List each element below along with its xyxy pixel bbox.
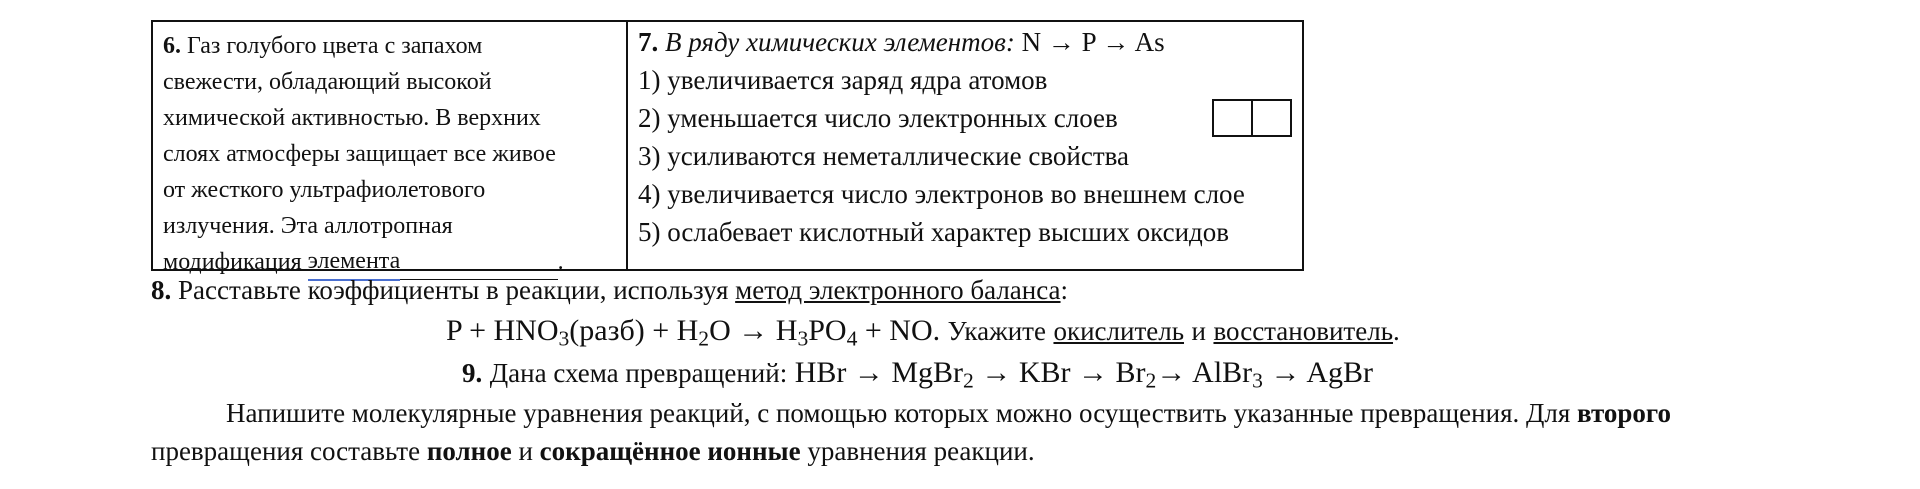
and-text: и (1191, 316, 1206, 346)
answer-box-2[interactable] (1253, 101, 1290, 135)
option-2: 2) уменьшается число электронных слоев (638, 103, 1118, 133)
question-9-scheme (462, 356, 1373, 393)
equation: $P + HNO_3(разб) + H_2O \to H_3PO_4$ + NO. (446, 314, 941, 351)
question-8-colon: : (1060, 275, 1069, 305)
option-4: 4) увеличивается число электронов во внешнем слое (638, 179, 1245, 209)
question-6-last-prefix: модификация (163, 249, 308, 275)
question-8-text (151, 275, 1068, 306)
question-8-equation-line (446, 314, 1400, 351)
instruction-paragraph-line-2 (151, 436, 1035, 467)
instruction-bold: сокращённое ионные (539, 436, 801, 466)
question-7-cell (628, 22, 1302, 269)
question-6-end-dot: . (557, 249, 564, 275)
question-6-line: химической активностью. В верхних (163, 105, 541, 131)
instruction-bold: второго (1577, 398, 1671, 428)
indicate-text: Укажите (947, 316, 1046, 346)
answer-box-1[interactable] (1214, 101, 1253, 135)
question-6-number: 6. (163, 33, 181, 59)
question-7-number: 7. (638, 27, 659, 57)
answer-blank-word: элемента (308, 243, 401, 281)
conversion-scheme: HBr → MgBr$_2$ → KBr → $Br_2\to$ AlBr$_3$ → AgBr (794, 356, 1373, 393)
question-6-line: слоях атмосферы защищает все живое (163, 141, 556, 167)
option-5: 5) ослабевает кислотный характер высших оксидов (638, 217, 1230, 247)
end-dot: . (1393, 316, 1400, 346)
reducer-text: восстановитель (1213, 316, 1394, 346)
question-6-line: свежести, обладающий высокой (163, 69, 492, 95)
instruction-text: уравнения реакции. (807, 436, 1035, 466)
method-link-text: метод электронного баланса (735, 275, 1061, 305)
question-9-text: Дана схема превращений: (489, 358, 788, 388)
question-7-intro: В ряду химических элементов: (665, 27, 1015, 57)
option-1: 1) увеличивается заряд ядра атомов (638, 65, 1048, 95)
instruction-text: и (518, 436, 533, 466)
element-series: N → P → As (1021, 27, 1165, 57)
option-3: 3) усиливаются неметаллические свойства (638, 141, 1129, 171)
question-6-line: Газ голубого цвета с запахом (187, 33, 483, 59)
question-6-line: от жесткого ультрафиолетового (163, 177, 486, 203)
instruction-paragraph-line-1 (226, 398, 1671, 429)
question-6-line: излучения. Эта аллотропная (163, 213, 453, 239)
question-8-instruction: Расставьте коэффициенты в реакции, используя (178, 275, 729, 305)
questions-table (151, 20, 1304, 275)
instruction-bold: полное (426, 436, 512, 466)
answer-boxes[interactable] (1212, 99, 1292, 137)
instruction-text: превращения составьте (151, 436, 421, 466)
question-6-cell (153, 22, 628, 275)
instruction-text: Напишите молекулярные уравнения реакций, с помощью которых можно осуществить указанные превращения. Для (226, 398, 1571, 428)
question-8-number: 8. (151, 275, 172, 305)
oxidizer-text: окислитель (1053, 316, 1185, 346)
question-9-number: 9. (462, 358, 483, 388)
